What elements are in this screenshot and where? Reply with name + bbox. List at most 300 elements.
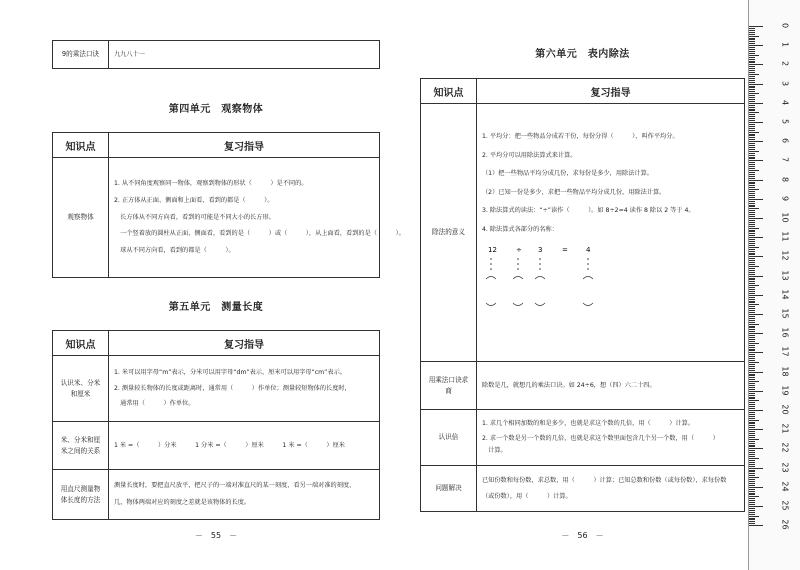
ruler-number: 21 <box>780 423 790 434</box>
ruler-tick <box>749 116 755 117</box>
ruler-tick <box>749 456 755 457</box>
ruler-tick <box>749 387 755 388</box>
ruler-tick <box>749 510 755 511</box>
ruler-number: 0 <box>780 22 790 29</box>
unit4-header-topic: 知识点 <box>53 133 109 158</box>
ruler-tick <box>749 410 763 411</box>
ruler-tick <box>749 228 759 229</box>
ruler-tick <box>749 274 755 275</box>
ruler-tick <box>749 439 759 440</box>
ruler-tick <box>749 523 755 524</box>
ruler-tick <box>749 466 755 467</box>
ruler-tick <box>749 86 755 87</box>
ruler-tick <box>749 270 755 271</box>
ruler-number: 17 <box>780 346 790 357</box>
ruler-tick <box>749 429 763 430</box>
ruler-tick <box>749 191 755 192</box>
unit4-header-guide: 复习指导 <box>109 133 380 158</box>
ruler-tick <box>749 262 755 263</box>
unit6-row-topic: 问题解决 <box>421 466 477 512</box>
ruler-tick <box>749 143 755 144</box>
ruler-tick <box>749 322 755 323</box>
ruler-tick <box>749 302 755 303</box>
ruler-tick <box>749 431 755 432</box>
ruler-number: 1 <box>780 42 790 48</box>
ruler-tick <box>749 59 755 60</box>
ruler-tick <box>749 158 755 159</box>
unit5-row-topic: 用直尺测量物体长度的方法 <box>53 470 109 520</box>
ruler-tick <box>749 226 755 227</box>
ruler-tick <box>749 208 759 209</box>
ruler-tick <box>749 36 759 37</box>
ruler-tick <box>749 308 755 309</box>
ruler-tick <box>749 289 755 290</box>
ruler-tick <box>749 343 759 344</box>
ruler-tick <box>749 245 755 246</box>
unit5-row-topic: 认识米、分米和厘米 <box>53 356 109 422</box>
ruler-tick <box>749 350 755 351</box>
top-table-content: 九九八十一 <box>109 41 380 69</box>
ruler-tick <box>749 93 759 94</box>
ruler-tick <box>749 393 755 394</box>
ruler-tick <box>749 114 755 115</box>
ruler-tick <box>749 195 755 196</box>
ruler-tick <box>749 28 755 29</box>
division-diagram <box>482 243 739 313</box>
ruler-tick <box>749 525 763 526</box>
ruler-tick <box>749 379 755 380</box>
ruler-tick <box>749 51 755 52</box>
ruler-tick <box>749 489 755 490</box>
ruler-tick <box>749 404 755 405</box>
ruler-tick <box>749 316 755 317</box>
unit6-table <box>420 78 745 512</box>
ruler-number: 16 <box>780 327 790 338</box>
ruler-tick <box>749 445 755 446</box>
unit6-line: （或份数），用（ ）计算。 <box>482 492 572 500</box>
ruler-tick <box>749 80 755 81</box>
ruler-tick <box>749 276 763 277</box>
ruler-tick <box>749 395 755 396</box>
ruler-tick <box>749 109 755 110</box>
ruler-tick <box>749 312 755 313</box>
ruler-tick <box>749 66 755 67</box>
ruler-tick <box>749 377 755 378</box>
ruler-tick <box>749 68 755 69</box>
ruler-tick <box>749 333 763 334</box>
ruler-number: 23 <box>780 462 790 473</box>
ruler-tick <box>749 141 763 142</box>
ruler-tick <box>749 368 755 369</box>
ruler-tick <box>749 281 755 282</box>
ruler-tick <box>749 38 755 39</box>
ruler-tick <box>749 402 755 403</box>
unit6-header-guide: 复习指导 <box>477 79 745 104</box>
ruler-tick <box>749 433 755 434</box>
ruler-tick <box>749 103 763 104</box>
ruler-tick <box>749 452 755 453</box>
ruler-tick <box>749 168 755 169</box>
ruler-tick <box>749 231 755 232</box>
ruler-tick <box>749 43 755 44</box>
ruler-tick <box>749 454 755 455</box>
ruler-tick <box>749 518 755 519</box>
ruler-tick <box>749 214 755 215</box>
unit6-header-topic: 知识点 <box>421 79 477 104</box>
ruler-tick <box>749 279 755 280</box>
ruler-tick <box>749 241 755 242</box>
ruler-tick <box>749 339 755 340</box>
ruler-tick <box>749 72 755 73</box>
ruler-tick <box>749 145 755 146</box>
right-page <box>400 0 745 570</box>
ruler-tick <box>749 32 755 33</box>
ruler-tick <box>749 132 759 133</box>
ruler-tick <box>749 301 755 302</box>
ruler-tick <box>749 139 755 140</box>
ruler-tick <box>749 222 755 223</box>
ruler-number: 12 <box>780 250 790 261</box>
ruler-number: 10 <box>780 212 790 223</box>
ruler-tick <box>749 153 755 154</box>
ruler-tick <box>749 197 755 198</box>
ruler-tick <box>749 199 763 200</box>
ruler-tick <box>749 425 755 426</box>
dotted-lines <box>490 258 589 270</box>
ruler-tick <box>749 498 755 499</box>
ruler-tick <box>749 61 755 62</box>
ruler-tick <box>749 220 755 221</box>
ruler-tick <box>749 370 755 371</box>
ruler-tick <box>749 120 755 121</box>
ruler-number: 9 <box>780 195 790 201</box>
unit6-line: 3. 除法算式的读法：“÷”读作（ ）。如 8÷2=4 读作 8 除以 2 等于 4。 <box>482 207 695 215</box>
unit6-line: 4. 除法算式各部分的名称： <box>482 226 558 234</box>
ruler-tick <box>749 76 755 77</box>
ruler-tick <box>749 318 755 319</box>
ruler-tick <box>749 160 763 161</box>
ruler-tick <box>749 218 763 219</box>
ruler-number: 6 <box>780 138 790 144</box>
ruler-tick <box>749 512 755 513</box>
unit4-line: 1. 从不同角度观察同一物体，观察到物体的形状（ ）是不同的。 <box>114 180 308 188</box>
ruler-tick <box>749 84 763 85</box>
ruler-tick <box>749 502 755 503</box>
ruler-tick <box>749 107 755 108</box>
ruler-tick <box>749 285 759 286</box>
ruler-tick <box>749 448 763 449</box>
ruler-tick <box>749 422 755 423</box>
ruler-tick <box>749 34 755 35</box>
unit5-row-guide <box>109 470 380 520</box>
ruler-tick <box>749 272 755 273</box>
ruler-tick <box>749 49 755 50</box>
ruler-number: 3 <box>780 80 790 86</box>
ruler-tick <box>749 485 755 486</box>
ruler-tick <box>749 362 759 363</box>
ruler-tick <box>749 306 755 307</box>
ruler-tick <box>749 101 755 102</box>
ruler-tick <box>749 508 755 509</box>
ruler-tick <box>749 45 763 46</box>
ruler-tick <box>749 516 759 517</box>
ruler-tick <box>749 130 755 131</box>
ruler-tick <box>749 397 755 398</box>
unit5-table <box>52 330 380 520</box>
ruler-tick <box>749 360 755 361</box>
unit4-line: 2. 正方体从正面、侧面和上面看，看到的都是（ ）。 <box>114 197 274 205</box>
unit6-row-topic: 用乘法口诀求商 <box>421 362 477 410</box>
unit4-line: 长方体从不同方向看，看到的可能是不同大小的长方形。 <box>114 213 275 221</box>
ruler-number: 25 <box>780 500 790 511</box>
ruler-tick <box>749 41 755 42</box>
unit6-title: 第六单元 表内除法 <box>535 49 630 60</box>
ruler-tick <box>749 483 755 484</box>
ruler-tick <box>749 423 755 424</box>
ruler-tick <box>749 358 755 359</box>
ruler-tick <box>749 57 755 58</box>
ruler-tick <box>749 193 755 194</box>
ruler-tick <box>749 521 755 522</box>
ruler-tick <box>749 408 755 409</box>
unit6-line: （2）已知一份是多少，求把一些物品平均分成几份，用除法计算。 <box>482 188 666 196</box>
ruler-tick <box>749 55 759 56</box>
unit6-row-guide <box>477 362 745 410</box>
ruler-tick <box>749 235 755 236</box>
ruler-tick <box>749 187 755 188</box>
ruler-tick <box>749 112 759 113</box>
ruler-number: 24 <box>780 481 790 492</box>
ruler-tick <box>749 481 755 482</box>
ruler-tick <box>749 383 755 384</box>
ruler-tick <box>749 206 755 207</box>
unit6-row-guide <box>477 466 745 512</box>
ruler-tick <box>749 47 755 48</box>
ruler-tick <box>749 110 755 111</box>
ruler-tick <box>749 178 755 179</box>
ruler-tick <box>749 128 755 129</box>
division-parts-diagram <box>482 243 602 313</box>
ruler-tick <box>749 441 755 442</box>
ruler-number: 14 <box>780 289 790 300</box>
ruler-number: 20 <box>780 404 790 415</box>
ruler-tick <box>749 203 755 204</box>
unit4-title: 第四单元 观察物体 <box>168 104 264 115</box>
ruler-number: 26 <box>780 519 790 530</box>
ruler-number: 15 <box>780 308 790 319</box>
ruler-tick <box>749 314 763 315</box>
unit4-line: 一个竖着放的圆柱从正面、侧面看，看到的是（ ）或（ ），从上面看，看到的是（ ）。 <box>114 230 405 238</box>
ruler-tick <box>749 256 763 257</box>
unit6-line: 计算。 <box>482 447 507 455</box>
ruler-tick <box>749 78 755 79</box>
ruler-tick <box>749 418 755 419</box>
ruler-tick <box>749 475 755 476</box>
unit6-row-guide <box>477 410 745 466</box>
unit6-line: 已知份数和每份数，求总数，用（ ）计算；已知总数和份数（或每份数），求每份数 <box>482 476 727 484</box>
ruler-tick <box>749 53 755 54</box>
ruler-tick <box>749 251 755 252</box>
ruler-tick <box>749 349 755 350</box>
ruler-tick <box>749 341 755 342</box>
page-number-right: － 56 － <box>561 531 604 540</box>
ruler-number: 4 <box>780 99 790 105</box>
unit6-row-guide <box>477 104 745 362</box>
unit6-line: 2. 求一个数是另一个数的几倍，也就是求这个数里面包含几个另一个数，用（ ） <box>482 434 719 442</box>
unit6-line: （1）把一些物品平均分成几份，求每份是多少，用除法计算。 <box>482 170 653 178</box>
ruler-tick <box>749 99 755 100</box>
ruler-tick <box>749 414 755 415</box>
ruler-tick <box>749 82 755 83</box>
ruler-tick <box>749 500 755 501</box>
ruler-tick <box>749 470 755 471</box>
ruler-tick <box>749 287 755 288</box>
ruler-tick <box>749 464 755 465</box>
ruler-tick <box>749 172 755 173</box>
formula-quotient: 4 <box>586 245 591 254</box>
ruler-tick <box>749 239 755 240</box>
ruler-tick <box>749 435 755 436</box>
ruler-tick <box>749 30 755 31</box>
ruler-tick <box>749 468 763 469</box>
unit6-line: 1. 求几个相同加数的和是多少，也就是求这个数的几倍，用（ ）计算。 <box>482 420 695 428</box>
unit5-line: 1. 米可以用字母“m”表示，分米可以用字母“dm”表示，厘米可以用字母“cm”表示。 <box>114 369 346 377</box>
ruler-tick <box>749 477 759 478</box>
ruler-tick <box>749 366 755 367</box>
ruler-tick <box>749 182 755 183</box>
ruler-tick <box>749 494 755 495</box>
ruler-tick <box>749 95 755 96</box>
ruler-tick <box>749 406 755 407</box>
ruler-tick <box>749 70 755 71</box>
ruler-tick <box>749 389 755 390</box>
ruler-tick <box>749 162 755 163</box>
ruler-tick <box>749 249 755 250</box>
ruler-tick <box>749 135 755 136</box>
ruler-tick <box>749 437 755 438</box>
ruler-tick <box>749 324 759 325</box>
ruler-tick <box>749 137 755 138</box>
unit5-line: 1 米 =（ ）分米 1 分米 =（ ）厘米 1 米 =（ ）厘米 <box>114 441 345 449</box>
ruler-tick <box>749 166 755 167</box>
ruler-tick <box>749 149 755 150</box>
ruler-tick <box>749 295 763 296</box>
ruler-tick <box>749 39 755 40</box>
unit5-row-topic: 米、分米和厘米之间的关系 <box>53 422 109 470</box>
ruler-tick <box>749 176 755 177</box>
formula-divide-sign: ÷ <box>516 245 522 254</box>
ruler-tick <box>749 122 763 123</box>
ruler-tick <box>749 331 755 332</box>
ruler-tick <box>749 514 755 515</box>
ruler-tick <box>749 356 755 357</box>
ruler-tick <box>749 124 755 125</box>
ruler-tick <box>749 201 755 202</box>
ruler-tick <box>749 320 755 321</box>
ruler-number: 7 <box>780 157 790 163</box>
ruler-number: 19 <box>780 385 790 396</box>
ruler-tick <box>749 375 755 376</box>
ruler-tick <box>749 352 763 353</box>
unit6-line: 2. 平均分可以用除法算式来计算。 <box>482 151 577 159</box>
ruler-tick <box>749 385 755 386</box>
ruler-tick <box>749 304 759 305</box>
ruler-tick <box>749 64 763 65</box>
ruler-tick <box>749 243 755 244</box>
ruler-number: 2 <box>780 61 790 67</box>
top-table-topic: 9的乘法口诀 <box>53 41 109 69</box>
ruler <box>748 0 800 570</box>
ruler-tick <box>749 364 755 365</box>
ruler-tick <box>749 97 755 98</box>
ruler-tick <box>749 504 755 505</box>
unit4-line: 球从不同方向看，看到的都是（ ）。 <box>114 246 235 254</box>
ruler-tick <box>749 443 755 444</box>
ruler-number: 18 <box>780 366 790 377</box>
ruler-tick <box>749 450 755 451</box>
ruler-tick <box>749 326 755 327</box>
ruler-tick <box>749 205 755 206</box>
ruler-number: 5 <box>780 118 790 125</box>
ruler-tick <box>749 299 755 300</box>
ruler-tick <box>749 134 755 135</box>
unit5-header-topic: 知识点 <box>53 331 109 356</box>
ruler-tick <box>749 74 759 75</box>
ruler-tick <box>749 266 759 267</box>
ruler-number: 13 <box>780 270 790 281</box>
ruler-tick <box>749 372 763 373</box>
ruler-tick <box>749 398 755 399</box>
ruler-tick <box>749 151 759 152</box>
ruler-tick <box>749 416 755 417</box>
ruler-tick <box>749 164 755 165</box>
unit5-row-guide <box>109 356 380 422</box>
unit6-row-topic: 认识倍 <box>421 410 477 466</box>
ruler-tick <box>749 91 755 92</box>
unit5-line: 几，物体两端对应的刻度之差就是该物体的长度。 <box>114 499 251 506</box>
ruler-tick <box>749 479 755 480</box>
ruler-tick <box>749 400 759 401</box>
unit5-header-guide: 复习指导 <box>109 331 380 356</box>
ruler-tick <box>749 174 755 175</box>
ruler-tick <box>749 519 755 520</box>
ruler-tick <box>749 253 755 254</box>
ruler-tick <box>749 293 755 294</box>
formula-divisor: 3 <box>538 245 543 254</box>
ruler-tick <box>749 347 755 348</box>
ruler-tick <box>749 471 755 472</box>
ruler-tick <box>749 329 755 330</box>
ruler-tick <box>749 247 759 248</box>
ruler-tick <box>749 462 755 463</box>
ruler-tick <box>749 155 755 156</box>
formula-dividend: 12 <box>488 245 497 254</box>
ruler-tick <box>749 212 755 213</box>
ruler-tick <box>749 491 755 492</box>
ruler-tick <box>749 230 755 231</box>
ruler-tick <box>749 327 755 328</box>
ruler-tick <box>749 446 755 447</box>
top-table <box>52 40 380 69</box>
ruler-tick <box>749 210 755 211</box>
page-number-left: － 55 － <box>194 531 238 540</box>
ruler-tick <box>749 258 755 259</box>
unit4-table <box>52 132 405 278</box>
unit5-row-guide <box>109 422 380 470</box>
ruler-tick <box>749 337 755 338</box>
ruler-tick <box>749 157 755 158</box>
ruler-tick <box>749 473 755 474</box>
